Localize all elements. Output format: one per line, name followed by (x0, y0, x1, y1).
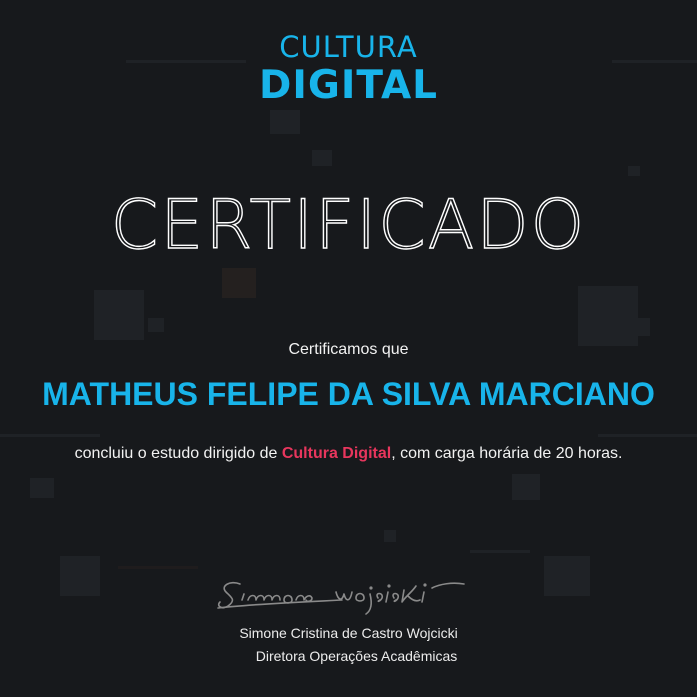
bg-decoration (630, 318, 650, 336)
signer-role: Diretora Operações Acadêmicas (255, 648, 458, 664)
intro-text: Certificamos que (288, 341, 409, 358)
bg-decoration (312, 150, 332, 166)
bg-decoration (118, 566, 198, 569)
bg-decoration (94, 290, 144, 340)
bg-decoration (470, 550, 530, 553)
completion-statement (0, 443, 697, 465)
bg-decoration (0, 434, 100, 437)
bg-decoration (30, 478, 54, 498)
signature-image (212, 570, 480, 622)
bg-decoration (222, 268, 256, 298)
bg-decoration (578, 286, 638, 346)
bg-decoration (60, 556, 100, 596)
logo-line-1: CULTURA (279, 30, 418, 64)
recipient-name: MATHEUS FELIPE DA SILVA MARCIANO (42, 376, 655, 412)
bg-decoration (384, 530, 396, 542)
bg-decoration (544, 556, 590, 596)
bg-decoration (512, 474, 540, 500)
statement-after: , com carga horária de 20 horas. (391, 445, 623, 462)
certificate-title: CERTIFICADO (110, 186, 587, 265)
bg-decoration (148, 318, 164, 332)
logo-line-2: DIGITAL (258, 63, 438, 108)
signer-name: Simone Cristina de Castro Wojcicki (239, 625, 458, 641)
bg-decoration (270, 110, 300, 134)
course-name: Cultura Digital (281, 445, 392, 462)
bg-decoration (598, 434, 697, 437)
statement-before: concluiu o estudo dirigido de (74, 445, 278, 462)
bg-decoration (628, 166, 640, 176)
